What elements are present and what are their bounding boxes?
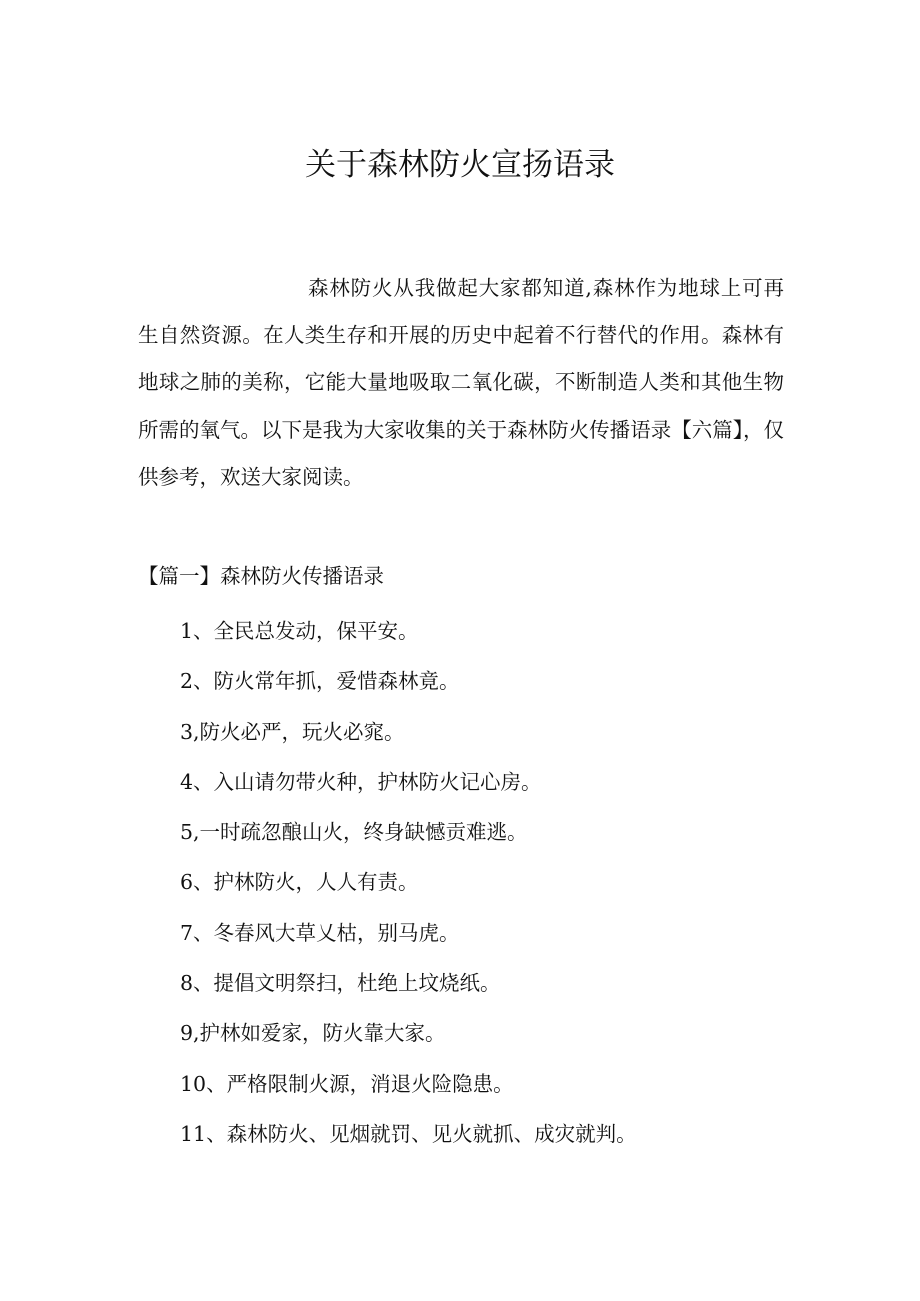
- slogan-item: 10、严格限制火源，消退火险隐患。: [180, 1071, 514, 1096]
- slogan-item: 5,一时疏忽酿山火，终身缺憾贡难逃。: [180, 820, 528, 845]
- slogan-item: 11、森林防火、见烟就罚、见火就抓、成灾就判。: [180, 1121, 637, 1146]
- slogan-item: 3,防火必严，玩火必窕。: [180, 719, 405, 744]
- intro-paragraph: 森林防火从我做起大家都知道,森林作为地球上可再生自然资源。在人类生存和开展的历史中起着不行替代的作用。森林有地球之肺的美称，它能大量地吸取二氧化碳，不断制造人类和其他生物所需的氧气。以下是我为大家收集的关于森林防火传播语录【六篇】，仅供参考，欢送大家阅读。: [138, 276, 784, 489]
- slogan-item: 8、提倡文明祭扫，杜绝上坟烧纸。: [180, 971, 501, 996]
- slogan-list: [180, 606, 637, 1159]
- document-title: 关于森林防火宣扬语录: [305, 147, 615, 183]
- section-heading: 【篇一】森林防火传播语录: [138, 564, 384, 588]
- slogan-item: 4、入山请勿带火种，护林防火记心房。: [180, 769, 542, 794]
- slogan-item: 2、防火常年抓，爱惜森林竟。: [180, 669, 460, 694]
- slogan-item: 1、全民总发动，保平安。: [180, 619, 419, 643]
- slogan-item: 9,护林如爱家，防火靠大家。: [180, 1021, 446, 1046]
- slogan-item: 6、护林防火，人人有责。: [180, 870, 419, 895]
- slogan-item: 7、冬春风大草乂枯，别马虎。: [180, 920, 460, 945]
